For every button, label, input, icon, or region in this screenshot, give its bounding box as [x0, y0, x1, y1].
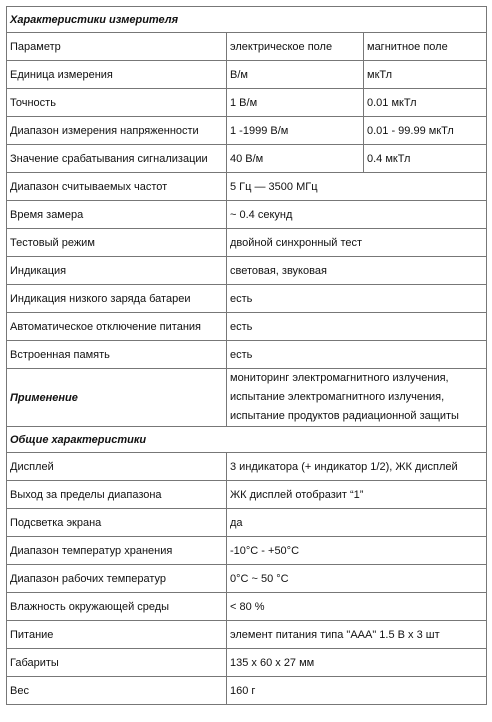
row-magnetic-value: 0.4 мкТл: [364, 145, 487, 173]
table-row: [7, 61, 487, 89]
row-label: Точность: [7, 89, 227, 117]
spec-table: [6, 6, 487, 705]
row-magnetic-value: 0.01 - 99.99 мкТл: [364, 117, 487, 145]
row-electric-value: 1 -1999 В/м: [227, 117, 364, 145]
table-row: [7, 145, 487, 173]
row-label: Диапазон температур хранения: [7, 537, 227, 565]
table-row: [7, 285, 487, 313]
table-row: [7, 593, 487, 621]
row-value: есть: [227, 341, 487, 369]
table-row: [7, 537, 487, 565]
table-row: [7, 201, 487, 229]
row-magnetic-value: 0.01 мкТл: [364, 89, 487, 117]
table-row: [7, 453, 487, 481]
row-electric-value: 40 В/м: [227, 145, 364, 173]
row-value: двойной синхронный тест: [227, 229, 487, 257]
row-value: ЖК дисплей отобразит “1”: [227, 481, 487, 509]
row-label: Диапазон считываемых частот: [7, 173, 227, 201]
header-row: [7, 33, 487, 61]
row-label: Вес: [7, 677, 227, 705]
header-param: Параметр: [7, 33, 227, 61]
table-row: [7, 509, 487, 537]
row-magnetic-value: мкТл: [364, 61, 487, 89]
row-label: Значение срабатывания сигнализации: [7, 145, 227, 173]
header-electric: электрическое поле: [227, 33, 364, 61]
row-label: Влажность окружающей среды: [7, 593, 227, 621]
table-row: [7, 649, 487, 677]
section-title-general: Общие характеристики: [7, 427, 487, 453]
table-row: [7, 341, 487, 369]
row-label: Диапазон рабочих температур: [7, 565, 227, 593]
row-value: элемент питания типа "ААА" 1.5 В х 3 шт: [227, 621, 487, 649]
row-label: Габариты: [7, 649, 227, 677]
row-value: да: [227, 509, 487, 537]
table-row: [7, 677, 487, 705]
row-value: 0°C ~ 50 °C: [227, 565, 487, 593]
row-label: Выход за пределы диапазона: [7, 481, 227, 509]
table-row: [7, 481, 487, 509]
row-label: Единица измерения: [7, 61, 227, 89]
row-label: Индикация низкого заряда батареи: [7, 285, 227, 313]
application-line: испытание электромагнитного излучения,: [230, 391, 445, 403]
section-row-meter: [7, 7, 487, 33]
table-row: [7, 313, 487, 341]
row-value: ~ 0.4 секунд: [227, 201, 487, 229]
row-value: есть: [227, 285, 487, 313]
header-magnetic: магнитное поле: [364, 33, 487, 61]
row-value: 3 индикатора (+ индикатор 1/2), ЖК дисплей: [227, 453, 487, 481]
table-row: [7, 257, 487, 285]
section-row-general: [7, 427, 487, 453]
row-value: световая, звуковая: [227, 257, 487, 285]
row-label: Автоматическое отключение питания: [7, 313, 227, 341]
application-line: испытание продуктов радиационной защиты: [230, 410, 459, 422]
table-row: [7, 117, 487, 145]
row-label: Дисплей: [7, 453, 227, 481]
row-value: 160 г: [227, 677, 487, 705]
row-label: Тестовый режим: [7, 229, 227, 257]
row-value: есть: [227, 313, 487, 341]
row-label: Диапазон измерения напряженности: [7, 117, 227, 145]
row-label: Питание: [7, 621, 227, 649]
table-row: [7, 565, 487, 593]
row-electric-value: В/м: [227, 61, 364, 89]
row-value: 5 Гц — 3500 МГц: [227, 173, 487, 201]
row-label: Индикация: [7, 257, 227, 285]
row-electric-value: 1 В/м: [227, 89, 364, 117]
application-value: [227, 369, 487, 427]
table-row: [7, 621, 487, 649]
table-row: [7, 229, 487, 257]
row-value: < 80 %: [227, 593, 487, 621]
application-label: Применение: [7, 369, 227, 427]
row-label: Время замера: [7, 201, 227, 229]
section-title-meter: Характеристики измерителя: [7, 7, 487, 33]
application-row: [7, 369, 487, 427]
application-line: мониторинг электромагнитного излучения,: [230, 372, 449, 384]
row-value: -10°C - +50°C: [227, 537, 487, 565]
table-row: [7, 173, 487, 201]
table-row: [7, 89, 487, 117]
row-label: Встроенная память: [7, 341, 227, 369]
row-label: Подсветка экрана: [7, 509, 227, 537]
row-value: 135 х 60 х 27 мм: [227, 649, 487, 677]
